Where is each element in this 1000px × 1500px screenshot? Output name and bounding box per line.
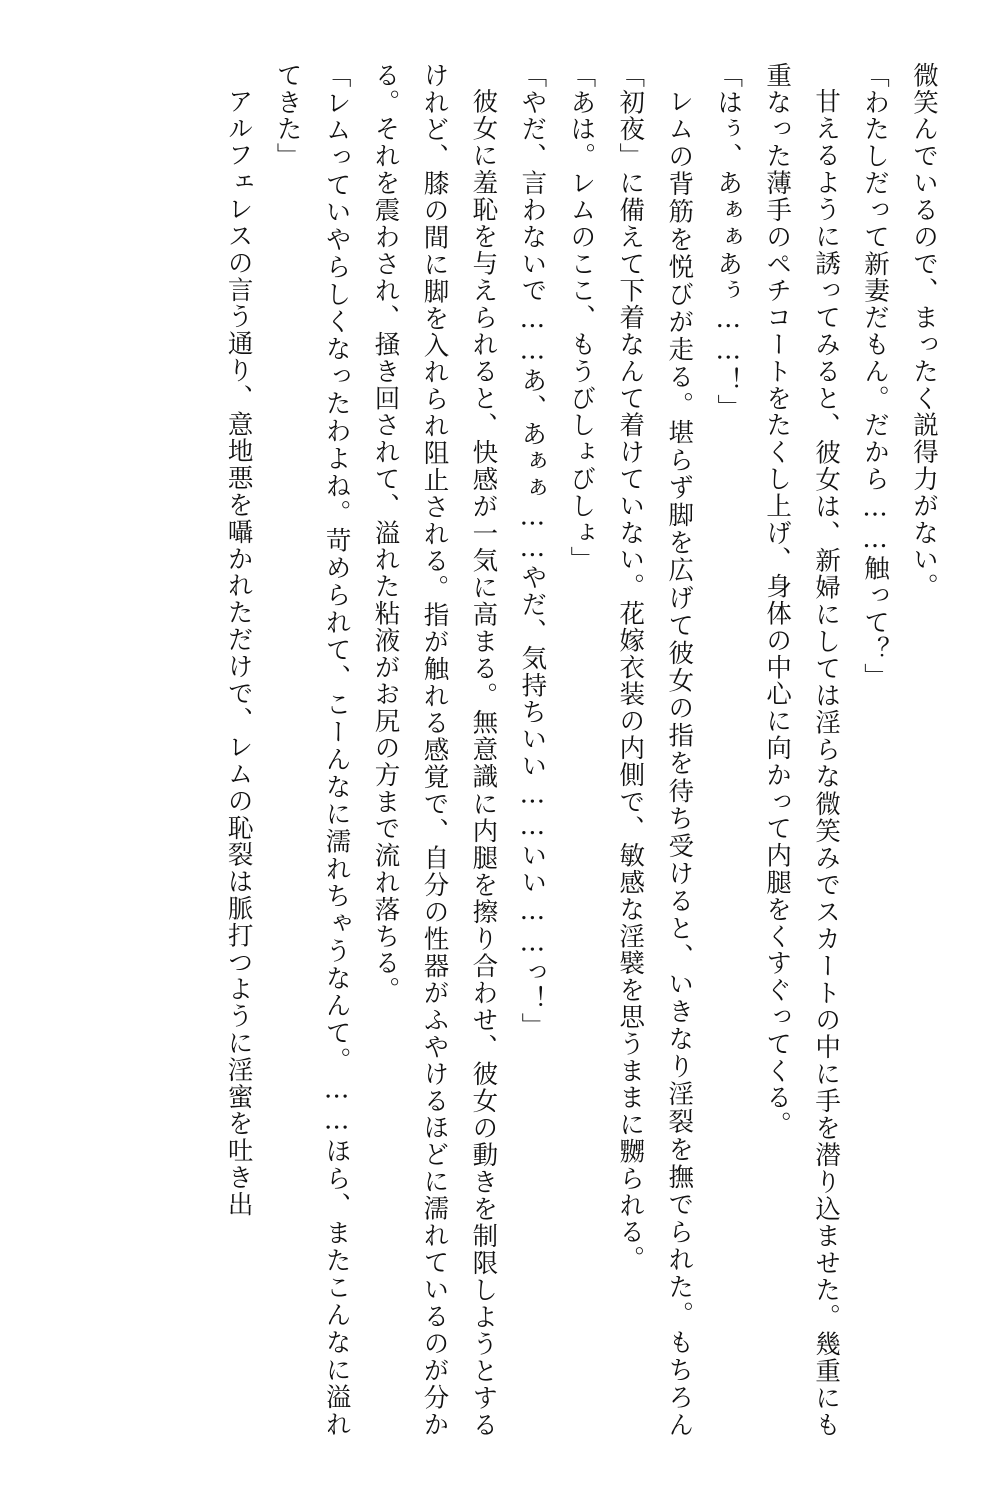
paragraph: 「やだ、言わないで……あ、あぁぁ……やだ、気持ちいい……いい……っ！」 <box>517 62 548 1040</box>
paragraph: 「あは。レムのここ、もうびしょびしょ」 <box>566 62 597 574</box>
paragraph: 「レムっていやらしくなったわよね。苛められて、こーんなに濡れちゃうなんて。……ほら、またこんなに溢れてきた」 <box>272 62 352 1438</box>
paragraph: 「わたしだって新妻だもん。だから……触って？」 <box>860 62 891 690</box>
paragraph: 彼女に羞恥を与えられると、快感が一気に高まる。無意識に内腿を擦り合わせ、彼女の動きを制限しようとするけれど、膝の間に脚を入れられ阻止される。指が触れる感覚で、自分の性器がふやけるほどに濡れているのが分かる。それを震わされ、掻き回されて、溢れた粘液がお尻の方まで流れ落ちる。 <box>370 62 499 1438</box>
vertical-text-body <box>52 62 948 1438</box>
paragraph: 「はぅ、あぁぁあぅ……！」 <box>713 62 744 421</box>
paragraph: レムの背筋を悦びが走る。堪らず脚を広げて彼女の指を待ち受けると、いきなり淫裂を撫でられた。もちろん「初夜」に備えて下着なんて着けていない。花嫁衣装の内側で、敏感な淫襞を思うままに嬲られる。 <box>615 62 695 1438</box>
paragraph: アルフェレスの言う通り、意地悪を囁かれただけで、レムの恥裂は脈打つように淫蜜を吐き出 <box>223 87 254 1218</box>
paragraph: 甘えるように誘ってみると、彼女は、新婦にしては淫らな微笑みでスカートの中に手を潜り込ませた。幾重にも重なった薄手のペチコートをたくし上げ、身体の中心に向かって内腿をくすぐってくる。 <box>762 62 842 1438</box>
paragraph: 微笑んでいるので、まったく説得力がない。 <box>909 62 939 601</box>
